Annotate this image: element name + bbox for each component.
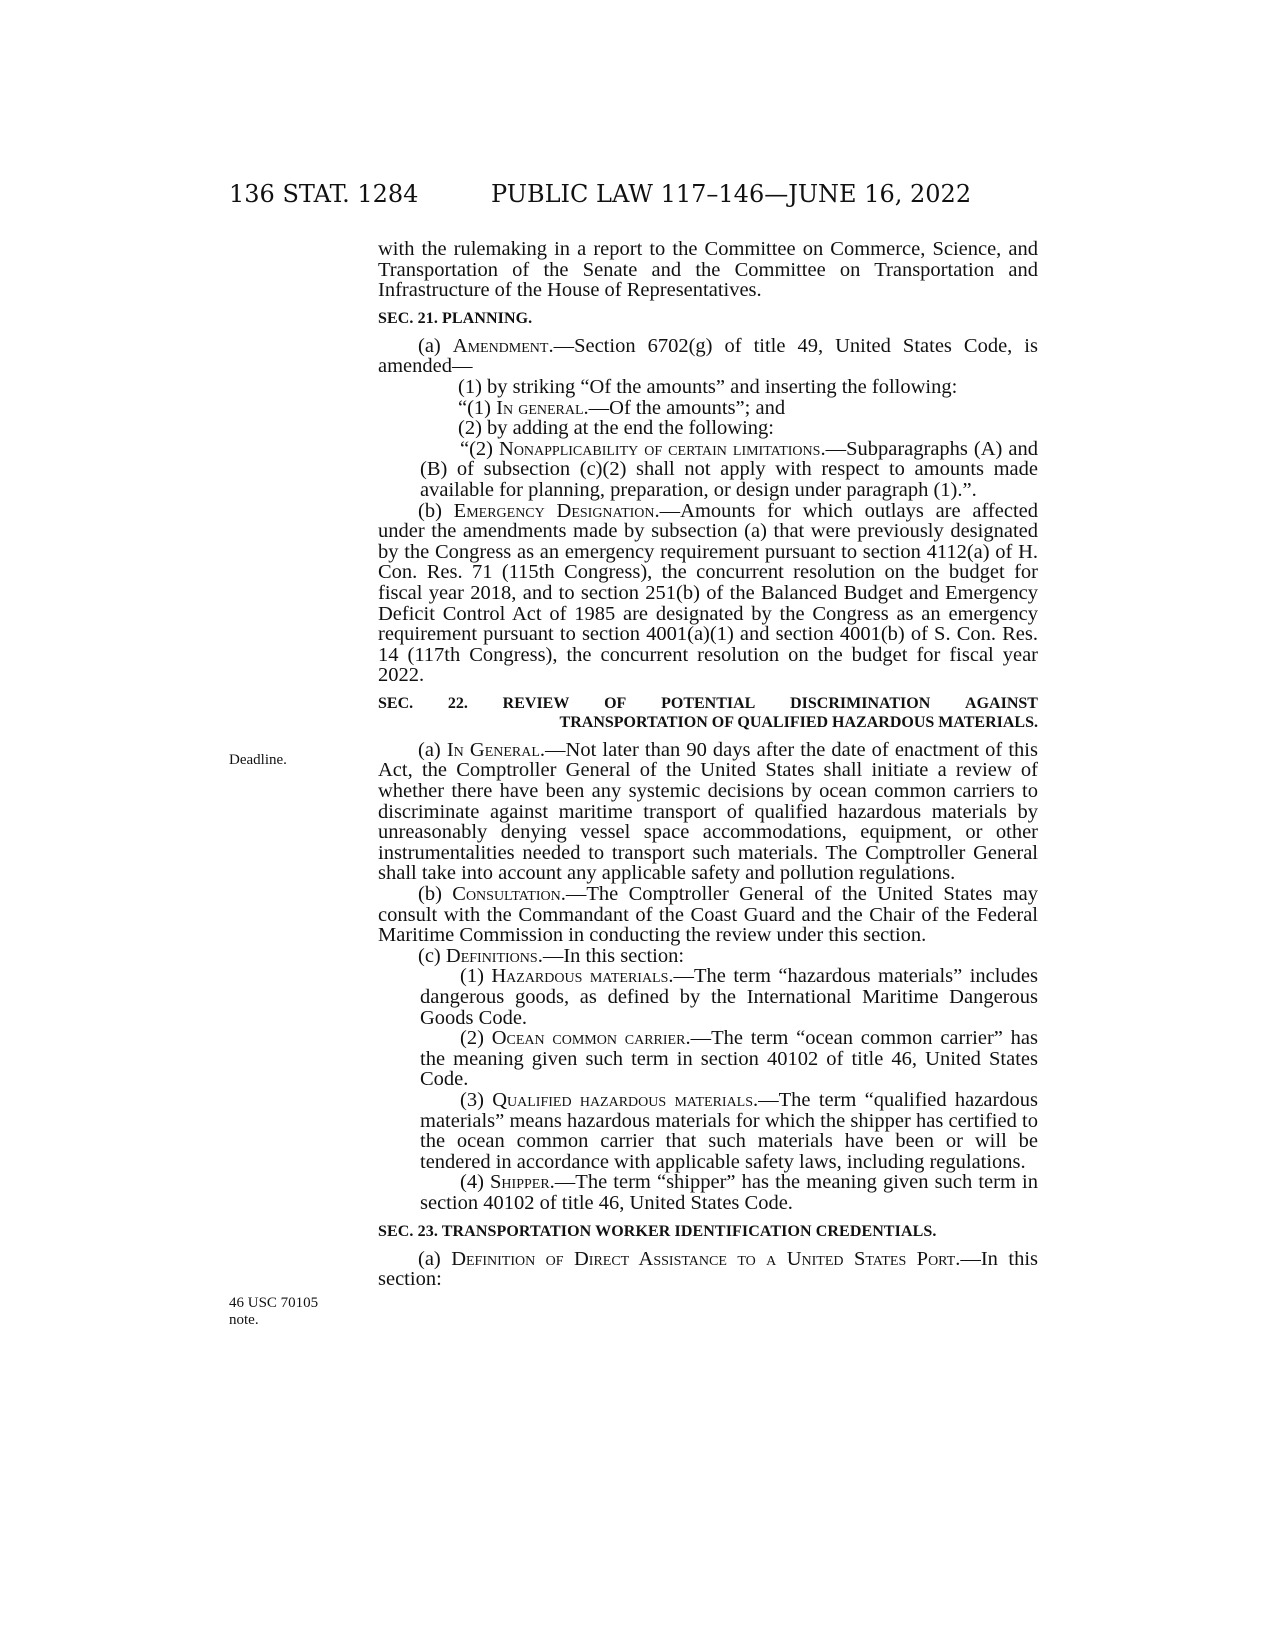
margin-note-usc-line1: 46 USC 70105 bbox=[229, 1295, 319, 1311]
margin-note-usc bbox=[229, 1295, 318, 1329]
sec22-definition-3: (3) Qualified hazardous materials.—The term “qualified hazardous materials” means hazardous materials for which the shipper has certified to the ocean common carrier that such materials have been or will be tendered in accordance with applicable safety laws, including regulations. bbox=[420, 1088, 1039, 1173]
sec21-subsection-b: (b) Emergency Designation.—Amounts for which outlays are affected under the amendments made by subsection (a) that were previously designated by the Congress as an emergency requirement pursuant to section 4112(a) of H. Con. Res. 71 (115th Congress), the concurrent resolution on the budget for fiscal year 2018, and to section 251(b) of the Balanced Budget and Emergency Deficit Control Act of 1985 are designated by the Congress as an emergency requirement pursuant to section 4001(a)(1) and section 4001(b) of S. Con. Res. 14 (117th Congress), the concurrent resolution on the budget for fiscal year 2022. bbox=[378, 499, 1038, 687]
running-head-title: PUBLIC LAW 117–146—JUNE 16, 2022 bbox=[491, 180, 972, 208]
sec22-definition-4: (4) Shipper.—The term “shipper” has the meaning given such term in section 40102 of title 46, United States Code. bbox=[420, 1171, 1038, 1214]
page-header bbox=[0, 180, 1275, 212]
sec21-subsection-a: (a) Amendment.—Section 6702(g) of title 49, United States Code, is amended— bbox=[378, 334, 1038, 378]
sec22-subsection-b: (b) Consultation.—The Comptroller General of the United States may consult with the Commandant of the Coast Guard and the Chair of the Federal Maritime Commission in conducting the review under this section. bbox=[378, 883, 1038, 947]
sec22-definition-2: (2) Ocean common carrier.—The term “ocean common carrier” has the meaning given such term in section 40102 of title 46, United States Code. bbox=[420, 1027, 1039, 1091]
sec21-quote-2: “(2) Nonapplicability of certain limitations.—Subparagraphs (A) and (B) of subsection (c)(2) shall not apply with respect to amounts made available for planning, preparation, or design under paragraph (1).”. bbox=[420, 437, 1038, 501]
section-22-heading-line1: SEC. 22. REVIEW OF POTENTIAL DISCRIMINATION AGAINST bbox=[378, 694, 1038, 712]
statute-reference: 136 STAT. 1284 bbox=[229, 180, 419, 208]
intro-paragraph: with the rulemaking in a report to the Committee on Commerce, Science, and Transportation of the Senate and the Committee on Transportation and Infrastructure of the House of Representatives. bbox=[378, 238, 1038, 302]
sec22-definition-1: (1) Hazardous materials.—The term “hazardous materials” includes dangerous goods, as defined by the International Maritime Dangerous Goods Code. bbox=[420, 965, 1039, 1029]
sec22-subsection-c: (c) Definitions.—In this section: bbox=[418, 944, 685, 967]
sec21-paragraph-1: (1) by striking “Of the amounts” and inserting the following: bbox=[458, 375, 958, 398]
margin-note-deadline: Deadline. bbox=[229, 752, 287, 768]
sec23-subsection-a: (a) Definition of Direct Assistance to a United States Port.—In this section: bbox=[378, 1247, 1038, 1291]
sec22-subsection-a: (a) In General.—Not later than 90 days after the date of enactment of this Act, the Comptroller General of the United States shall initiate a review of whether there have been any systemic decisions by ocean common carriers to discriminate against maritime transport of qualified hazardous materials by unreasonably denying vessel space accommodations, equipment, or other instrumentalities needed to transport such materials. The Comptroller General shall take into account any applicable safety and pollution regulations. bbox=[378, 738, 1038, 885]
margin-note-usc-line2: note. bbox=[229, 1312, 259, 1328]
sec21-quote-1: “(1) In general.—Of the amounts”; and bbox=[458, 396, 786, 419]
section-21-heading: SEC. 21. PLANNING. bbox=[378, 309, 533, 327]
section-23-heading: SEC. 23. TRANSPORTATION WORKER IDENTIFICATION CREDENTIALS. bbox=[378, 1222, 937, 1240]
section-22-heading-line2: TRANSPORTATION OF QUALIFIED HAZARDOUS MATERIALS. bbox=[559, 713, 1038, 731]
sec21-paragraph-2: (2) by adding at the end the following: bbox=[458, 417, 774, 440]
page-body bbox=[378, 239, 1038, 1290]
